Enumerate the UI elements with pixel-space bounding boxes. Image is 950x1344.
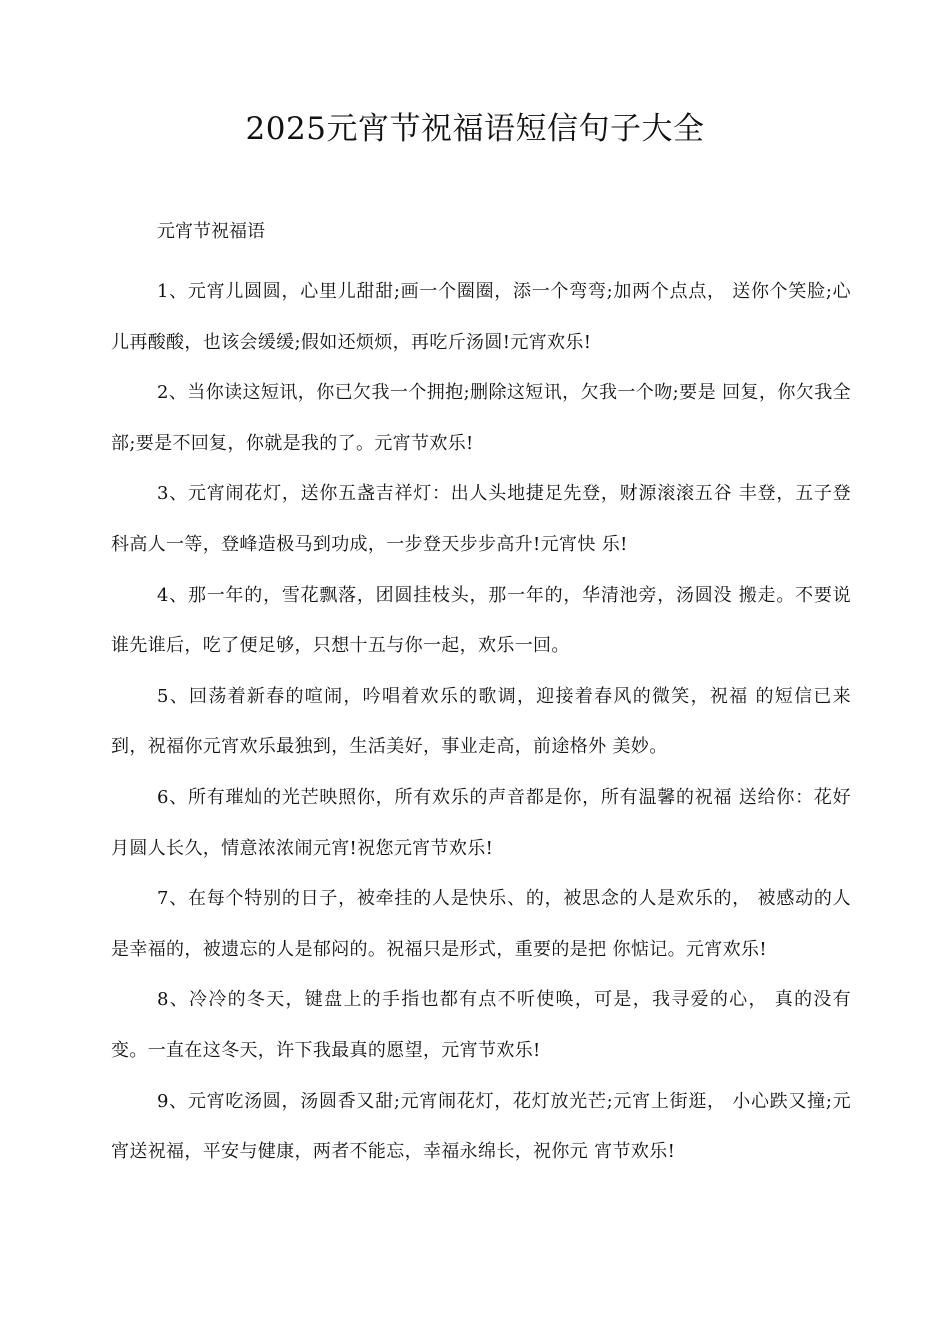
paragraph-2: 2、当你读这短讯，你已欠我一个拥抱;删除这短讯，欠我一个吻;要是 回复，你欠我全部;要是不回复，你就是我的了。元宵节欢乐! (111, 382, 851, 454)
paragraph-9: 9、元宵吃汤圆，汤圆香又甜;元宵闹花灯，花灯放光芒;元宵上街逛， 小心跌又撞;元宵送祝福，平安与健康，两者不能忘，幸福永绵长，祝你元 宵节欢乐! (111, 1090, 851, 1163)
paragraph-4: 4、那一年的，雪花飘落，团圆挂枝头，那一年的，华清池旁，汤圆没 搬走。不要说谁先谁后，吃了便足够，只想十五与你一起，欢乐一回。 (111, 584, 851, 657)
paragraph-1: 1、元宵儿圆圆，心里儿甜甜;画一个圈圈，添一个弯弯;加两个点点， 送你个笑脸;心儿再酸酸，也该会缓缓;假如还烦烦，再吃斤汤圆!元宵欢乐! (111, 281, 851, 353)
paragraph-5: 5、回荡着新春的喧闹，吟唱着欢乐的歌调，迎接着春风的微笑，祝福 的短信已来到，祝福你元宵欢乐最独到，生活美好，事业走高，前途格外 美妙。 (111, 685, 851, 758)
document-body (111, 267, 851, 1178)
section-heading: 元宵节祝福语 (157, 221, 265, 242)
paragraph-7: 7、在每个特别的日子，被牵挂的人是快乐、的，被思念的人是欢乐的， 被感动的人是幸福的，被遗忘的人是郁闷的。祝福只是形式，重要的是把 你惦记。元宵欢乐! (111, 888, 851, 960)
paragraph-6: 6、所有璀灿的光芒映照你，所有欢乐的声音都是你，所有温馨的祝福 送给你：花好月圆人长久，情意浓浓闹元宵!祝您元宵节欢乐! (111, 786, 851, 859)
paragraph-8: 8、冷冷的冬天，键盘上的手指也都有点不听使唤，可是，我寻爱的心， 真的没有变。一直在这冬天，许下我最真的愿望，元宵节欢乐! (111, 989, 851, 1061)
paragraph-3: 3、元宵闹花灯，送你五盏吉祥灯：出人头地捷足先登，财源滚滚五谷 丰登，五子登科高人一等，登峰造极马到功成，一步登天步步高升!元宵快 乐! (111, 483, 851, 555)
document-title: 2025元宵节祝福语短信句子大全 (245, 111, 705, 147)
